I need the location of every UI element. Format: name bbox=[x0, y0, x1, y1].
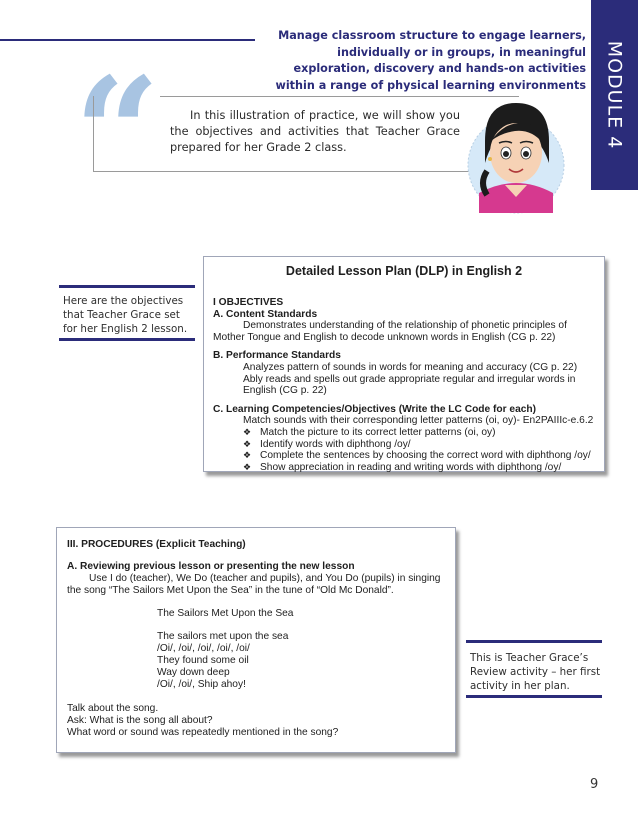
teacher-avatar bbox=[465, 93, 567, 217]
diamond-bullet-icon: ❖ bbox=[243, 426, 252, 437]
diamond-bullet-icon: ❖ bbox=[243, 438, 252, 449]
closing-line: Ask: What is the song all about? bbox=[67, 715, 213, 726]
procedures-intro: Use I do (teacher), We Do (teacher and pupils), and You Do (pupils) in singing the song “The Sailors Met Upon the Sea” in the tune of “Old Mc Donald”. bbox=[67, 573, 441, 596]
lesson-plan-card bbox=[203, 256, 605, 472]
objectives-heading: I OBJECTIVES bbox=[213, 297, 284, 308]
song-line: Way down deep bbox=[157, 667, 230, 678]
page-number: 9 bbox=[590, 777, 599, 792]
competencies-text: Match sounds with their corresponding letter patterns (oi, oy)- En2PAIIIc-e.6.2 bbox=[243, 415, 594, 427]
performance-standard-1: Analyzes pattern of sounds in words for meaning and accuracy (CG p. 22) bbox=[243, 361, 578, 373]
content-standards-heading: A. Content Standards bbox=[213, 308, 318, 320]
song-line: The sailors met upon the sea bbox=[157, 631, 289, 642]
header-rule bbox=[0, 39, 255, 41]
song-line: /Oi/, /oi/, /oi/, /oi/, /oi/ bbox=[157, 643, 250, 654]
objective-bullet: ❖ Identify words with diphthong /oy/ bbox=[243, 438, 411, 450]
objective-bullet: ❖ Match the picture to its correct letter patterns (oi, oy) bbox=[243, 426, 496, 438]
song-title: The Sailors Met Upon the Sea bbox=[157, 608, 294, 619]
module-label: MODULE 4 bbox=[603, 40, 626, 150]
diamond-bullet-icon: ❖ bbox=[243, 461, 252, 472]
competencies-heading: C. Learning Competencies/Objectives (Write the LC Code for each) bbox=[213, 403, 537, 415]
procedures-body bbox=[67, 539, 452, 739]
lesson-plan-title: Detailed Lesson Plan (DLP) in English 2 bbox=[285, 264, 523, 278]
review-note: This is Teacher Grace’s Review activity – her first activity in her plan. bbox=[466, 640, 602, 698]
quote-text: In this illustration of practice, we will show you the objectives and activities that Teacher Grace prepared for her Grade 2 class. bbox=[170, 109, 460, 154]
procedures-subheading: A. Reviewing previous lesson or presenting the new lesson bbox=[67, 561, 355, 572]
header-text: Manage classroom structure to engage learners, individually or in groups, in meaningful exploration, discovery and hands-on activities within a range of physical learning environments bbox=[275, 29, 586, 92]
objective-bullet: ❖ Show appreciation in reading and writing words with diphthong /oy/ bbox=[243, 461, 562, 473]
procedures-card bbox=[56, 527, 456, 753]
quote-mark-icon: “ bbox=[74, 45, 161, 221]
performance-standard-2: Ably reads and spells out grade appropriate regular and irregular words in English (CG p. 22) bbox=[243, 373, 576, 397]
lesson-plan-body bbox=[213, 297, 601, 473]
performance-standards-heading: B. Performance Standards bbox=[213, 350, 341, 362]
module-label-wrap bbox=[591, 0, 638, 190]
closing-line: Talk about the song. bbox=[67, 703, 159, 714]
objectives-note: Here are the objectives that Teacher Grace set for her English 2 lesson. bbox=[59, 285, 195, 341]
closing-line: What word or sound was repeatedly mentioned in the song? bbox=[67, 727, 339, 738]
content-standards-text: Demonstrates understanding of the relationship of phonetic principles of Mother Tongue and English to decode unknown words in English (CG p. 22) bbox=[213, 320, 567, 343]
song-line: They found some oil bbox=[157, 655, 249, 666]
procedures-heading: III. PROCEDURES (Explicit Teaching) bbox=[67, 539, 246, 550]
objective-bullet: ❖ Complete the sentences by choosing the correct word with diphthong /oy/ bbox=[243, 450, 591, 462]
song-line: /Oi/, /oi/, Ship ahoy! bbox=[157, 679, 246, 690]
diamond-bullet-icon: ❖ bbox=[243, 450, 252, 461]
